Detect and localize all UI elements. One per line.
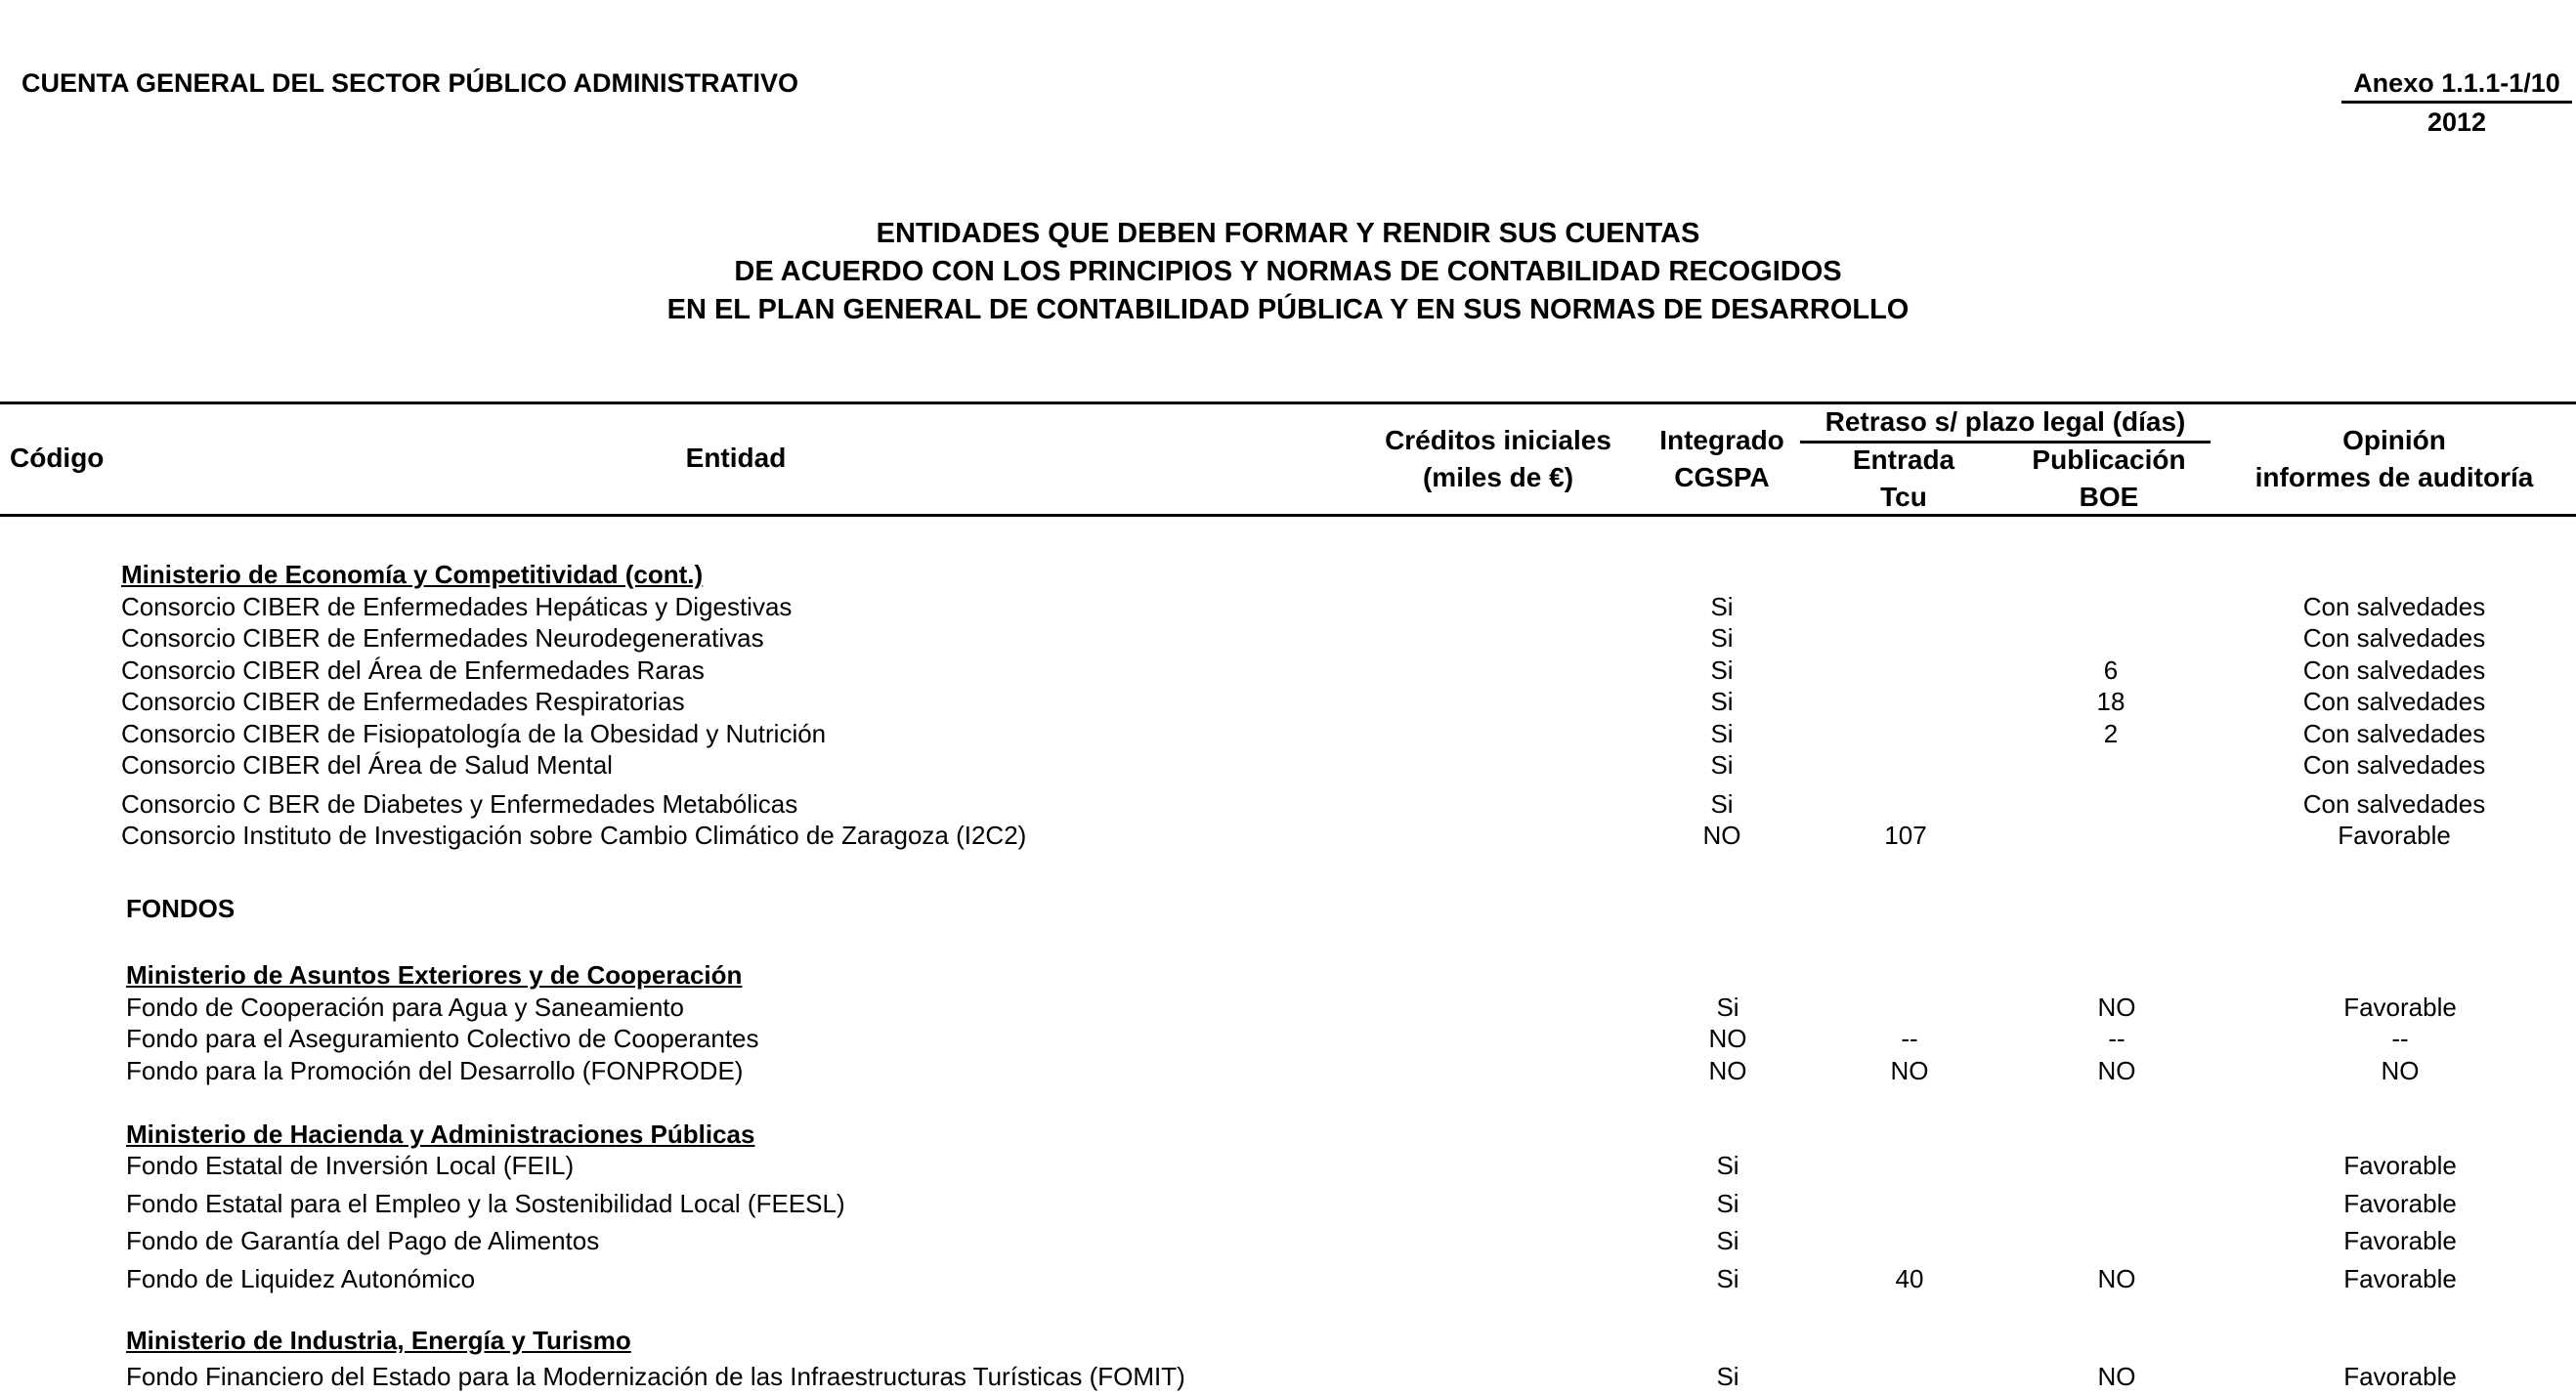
ministry-heading — [0, 560, 2576, 591]
column-header-publicacion — [1962, 442, 2255, 516]
title-line-3: EN EL PLAN GENERAL DE CONTABILIDAD PÚBLICA Y EN SUS NORMAS DE DESARROLLO — [666, 294, 1910, 325]
cell-integrado: Si — [1710, 750, 1734, 780]
cell-integrado: Si — [1710, 789, 1734, 819]
cell-entrada-tcu: -- — [1901, 1024, 1918, 1053]
table-row — [0, 719, 2576, 750]
cell-entidad: Fondo para el Aseguramiento Colectivo de Cooperantes — [126, 1024, 759, 1053]
cell-publicacion-boe: NO — [2097, 993, 2136, 1022]
cell-entidad: Consorcio C BER de Diabetes y Enfermedades Metabólicas — [121, 789, 798, 819]
column-header-opinion — [2248, 422, 2541, 496]
cell-entrada-tcu: 107 — [1884, 821, 1927, 850]
ministry-name: Ministerio de Industria, Energía y Turismo — [126, 1326, 631, 1355]
cell-publicacion-boe: -- — [2108, 1024, 2125, 1053]
cell-opinion: Favorable — [2343, 1264, 2457, 1293]
cell-opinion: Favorable — [2343, 1362, 2457, 1391]
cell-integrado: Si — [1716, 1151, 1739, 1180]
cell-entidad: Consorcio CIBER de Enfermedades Neurodegenerativas — [121, 623, 764, 653]
table-row — [0, 1024, 2576, 1055]
cell-integrado: NO — [1708, 1024, 1747, 1053]
column-header-entrada-line-1: Entrada — [1852, 444, 1955, 475]
ministry-name: Ministerio de Hacienda y Administraciones Públicas — [126, 1120, 755, 1149]
cell-opinion: Favorable — [2343, 1226, 2457, 1255]
anexo-year: 2012 — [2426, 107, 2487, 137]
column-header-integrado-line-1: Integrado — [1659, 425, 1784, 455]
cell-entidad: Consorcio CIBER del Área de Enfermedades Raras — [121, 655, 705, 685]
cell-opinion: Con salvedades — [2302, 687, 2486, 716]
column-header-opinion-line-1: Opinión — [2342, 425, 2446, 455]
table-row — [0, 1189, 2576, 1220]
document-title — [0, 215, 2576, 329]
cell-opinion: Con salvedades — [2302, 592, 2486, 621]
title-line-1: ENTIDADES QUE DEBEN FORMAR Y RENDIR SUS CUENTAS — [876, 218, 1700, 249]
cell-integrado: Si — [1710, 719, 1734, 748]
cell-publicacion-boe: 2 — [2103, 719, 2119, 748]
cell-opinion: -- — [2391, 1024, 2409, 1053]
cell-publicacion-boe: NO — [2097, 1264, 2136, 1293]
column-header-publicacion-line-1: Publicación — [2032, 444, 2186, 475]
cell-entidad: Fondo de Cooperación para Agua y Saneamiento — [126, 993, 684, 1022]
cell-integrado: NO — [1702, 821, 1741, 850]
table-row — [0, 1151, 2576, 1182]
column-header-creditos-line-2: (miles de €) — [1422, 462, 1574, 492]
table-row — [0, 1362, 2576, 1393]
column-header-integrado-line-2: CGSPA — [1674, 462, 1770, 492]
column-header-retraso: Retraso s/ plazo legal (días) — [1825, 406, 2186, 437]
ministry-name: Ministerio de Economía y Competitividad (cont.) — [121, 560, 704, 589]
anexo-number: Anexo 1.1.1-1/10 — [2341, 68, 2572, 104]
column-header-codigo: Código — [10, 443, 105, 473]
cell-entidad: Fondo Estatal de Inversión Local (FEIL) — [126, 1151, 575, 1180]
cell-integrado: Si — [1710, 655, 1734, 685]
cell-opinion: NO — [2381, 1056, 2420, 1085]
cell-integrado: Si — [1710, 623, 1734, 653]
cell-entidad: Fondo para la Promoción del Desarrollo (FONPRODE) — [126, 1056, 744, 1085]
cell-entidad: Consorcio CIBER de Enfermedades Hepáticas y Digestivas — [121, 592, 793, 621]
section-name: FONDOS — [126, 894, 236, 923]
ministry-heading — [0, 1326, 2576, 1357]
cell-opinion: Con salvedades — [2302, 750, 2486, 780]
table-row — [0, 1056, 2576, 1087]
table-row — [0, 1226, 2576, 1257]
column-header-creditos-line-1: Créditos iniciales — [1385, 425, 1611, 455]
table-row — [0, 592, 2576, 623]
cell-publicacion-boe: 18 — [2096, 687, 2125, 716]
ministry-name: Ministerio de Asuntos Exteriores y de Cooperación — [126, 960, 743, 990]
cell-opinion: Con salvedades — [2302, 719, 2486, 748]
cell-entidad: Consorcio CIBER de Enfermedades Respiratorias — [121, 687, 685, 716]
cell-integrado: Si — [1716, 1362, 1739, 1391]
cell-integrado: Si — [1716, 993, 1739, 1022]
table-row — [0, 1264, 2576, 1295]
cell-integrado: Si — [1716, 1264, 1739, 1293]
cell-integrado: Si — [1710, 687, 1734, 716]
cell-entidad: Fondo Estatal para el Empleo y la Sostenibilidad Local (FEESL) — [126, 1189, 845, 1218]
column-header-opinion-line-2: informes de auditoría — [2254, 462, 2534, 492]
anexo-block — [2341, 68, 2572, 138]
document-header-title: CUENTA GENERAL DEL SECTOR PÚBLICO ADMINISTRATIVO — [21, 68, 799, 98]
cell-opinion: Favorable — [2343, 993, 2457, 1022]
table-row — [0, 687, 2576, 718]
cell-opinion: Favorable — [2343, 1189, 2457, 1218]
table-row — [0, 655, 2576, 687]
column-header-entrada-line-2: Tcu — [1880, 482, 1927, 512]
cell-entrada-tcu: NO — [1890, 1056, 1929, 1085]
cell-opinion: Con salvedades — [2302, 655, 2486, 685]
table-row — [0, 789, 2576, 821]
ministry-heading — [0, 960, 2576, 992]
cell-entidad: Consorcio Instituto de Investigación sobre Cambio Climático de Zaragoza (I2C2) — [121, 821, 1027, 850]
cell-entidad: Fondo de Garantía del Pago de Alimentos — [126, 1226, 600, 1255]
cell-publicacion-boe: NO — [2097, 1056, 2136, 1085]
cell-opinion: Con salvedades — [2302, 789, 2486, 819]
column-header-publicacion-line-2: BOE — [2079, 482, 2139, 512]
column-header-entidad: Entidad — [685, 443, 787, 473]
cell-entidad: Consorcio CIBER del Área de Salud Mental — [121, 750, 613, 780]
cell-entrada-tcu: 40 — [1895, 1264, 1924, 1293]
table-row — [0, 623, 2576, 655]
title-line-2: DE ACUERDO CON LOS PRINCIPIOS Y NORMAS DE CONTABILIDAD RECOGIDOS — [734, 256, 1842, 287]
cell-opinion: Con salvedades — [2302, 623, 2486, 653]
cell-publicacion-boe: 6 — [2103, 655, 2119, 685]
table-row — [0, 821, 2576, 852]
ministry-heading — [0, 1120, 2576, 1151]
cell-entidad: Fondo de Liquidez Autonómico — [126, 1264, 476, 1293]
cell-opinion: Favorable — [2338, 821, 2451, 850]
cell-integrado: Si — [1716, 1226, 1739, 1255]
section-heading — [0, 894, 2576, 925]
cell-integrado: NO — [1708, 1056, 1747, 1085]
cell-opinion: Favorable — [2343, 1151, 2457, 1180]
cell-integrado: Si — [1710, 592, 1734, 621]
cell-publicacion-boe: NO — [2097, 1362, 2136, 1391]
cell-integrado: Si — [1716, 1189, 1739, 1218]
table-row — [0, 750, 2576, 782]
cell-entidad: Consorcio CIBER de Fisiopatología de la Obesidad y Nutrición — [121, 719, 827, 748]
cell-entidad: Fondo Financiero del Estado para la Modernización de las Infraestructuras Turísticas (FOMIT) — [126, 1362, 1185, 1391]
table-row — [0, 993, 2576, 1024]
